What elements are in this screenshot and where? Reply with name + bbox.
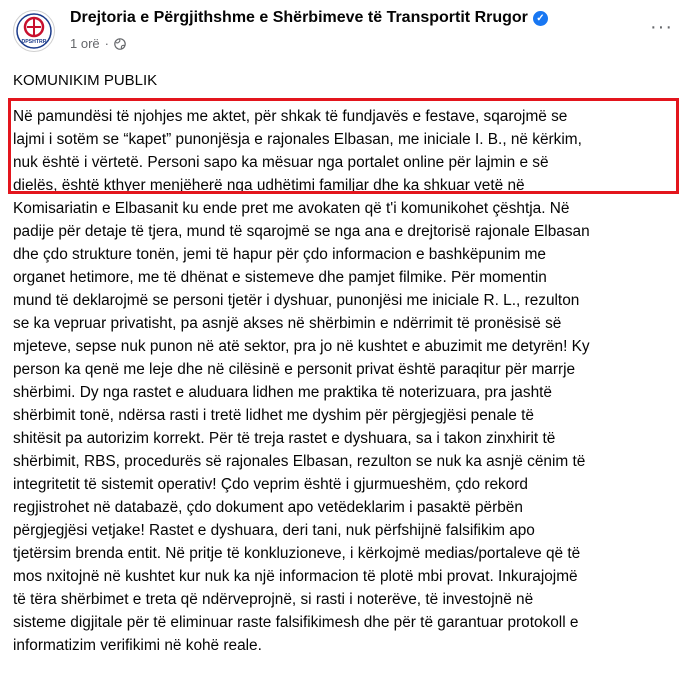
avatar-text: DPSHTRR <box>21 39 47 45</box>
post-body-line: padije për detaje të tjera, mund të sqarojmë se nga ana e drejtorisë rajonale Elbasan <box>13 223 590 240</box>
post-body-line: dhe çdo strukture tonën, jemi të hapur për çdo informacion e bashkëpunim me <box>13 246 546 263</box>
post-body-line: shërbimit, RBS, procedurës së rajonales Elbasan, rezulton se nuk ka asnjë cënim të <box>13 453 586 470</box>
post-header <box>0 0 695 62</box>
post-body-line: integritetit të sistemit operativ! Çdo veprim është i gjurmueshëm, çdo rekord <box>13 476 528 493</box>
page-avatar[interactable] <box>13 10 55 52</box>
dpshtrr-logo-icon <box>15 12 53 50</box>
page-name-text[interactable]: Drejtoria e Përgjithshme e Shërbimeve të Transportit Rrugor <box>70 9 528 26</box>
post-body-line: të tëra shërbimet e treta që ndërveprojnë, si rasti i noterëve, të investojnë në <box>13 591 534 608</box>
post-body-line: shërbimi. Dy nga rastet e aluduara lidhen me praktika të noterizuara, pra jashtë <box>13 384 552 401</box>
post-body-line: sisteme digjitale për të eliminuar raste falsifikimesh dhe për të garantuar protokoll e <box>13 614 579 631</box>
post-title: KOMUNIKIM PUBLIK <box>13 72 158 89</box>
post-time[interactable]: 1 orë <box>70 36 100 51</box>
post-body-line: shërbimit tonë, ndërsa rasti i tretë lidhet me dyshim për përgjegjësi penale të <box>13 407 534 424</box>
post-body <box>13 105 683 657</box>
meta-separator: · <box>104 36 109 51</box>
post-body-line: informatizim verifikimi në kohë reale. <box>13 637 262 654</box>
post-body-line: dielës, është kthyer menjëherë nga udhëtimi familjar dhe ka shkuar vetë në <box>13 177 525 194</box>
post-body-line: regjistrohet në databazë, çdo dokument apo vetëdeklarim i pasaktë përbën <box>13 499 523 516</box>
post-body-line: Komisariatin e Elbasanit ku ende pret me avokaten që t'i komunikohet çështja. Në <box>13 200 570 217</box>
post-body-line: përgjegjësi vetjake! Rastet e dyshuara, deri tani, nuk përfshijnë falsifikim apo <box>13 522 535 539</box>
post-body-line: tjetërsim brenda entit. Në pritje të konkluzioneve, i kërkojmë medias/portaleve që të <box>13 545 581 562</box>
page-name[interactable] <box>70 9 548 27</box>
more-options-icon[interactable]: ··· <box>650 16 673 38</box>
post-meta <box>70 36 126 51</box>
globe-icon <box>114 38 126 50</box>
post-body-line: se ka vepruar privatisht, pa asnjë akses në shërbimin e ndërrimit të pronësisë së <box>13 315 562 332</box>
post-body-line: shitësit pa autorizim korrekt. Për të treja rastet e dyshuara, sa i takon zinxhirit të <box>13 430 556 447</box>
post-body-line: Në pamundësi të njohjes me aktet, për shkak të fundjavës e festave, sqarojmë se <box>13 108 568 125</box>
post-body-line: mund të deklarojmë se personi tjetër i dyshuar, punonjësi me iniciale R. L., rezulton <box>13 292 580 309</box>
verified-badge-icon: ✓ <box>533 11 548 26</box>
post-body-line: organet hetimore, me të dhënat e sistemeve dhe pamjet filmike. Për momentin <box>13 269 547 286</box>
post-body-line: mjeteve, sepse nuk punon në atë sektor, pra jo në kushtet e abuzimit me detyrën! Ky <box>13 338 590 355</box>
post-body-line: nuk është i vërtetë. Personi sapo ka mësuar nga portalet online për lajmin e së <box>13 154 549 171</box>
post-body-line: mos nxitojnë në kushtet kur nuk ka një informacion të plotë mbi provat. Inkurajojmë <box>13 568 578 585</box>
post-body-line: person ka qenë me leje dhe në cilësinë e personit privat është paraqitur për marrje <box>13 361 576 378</box>
post-body-line: lajmi i sotëm se “kapet” punonjësja e rajonales Elbasan, me iniciale I. B., në kërkim, <box>13 131 582 148</box>
